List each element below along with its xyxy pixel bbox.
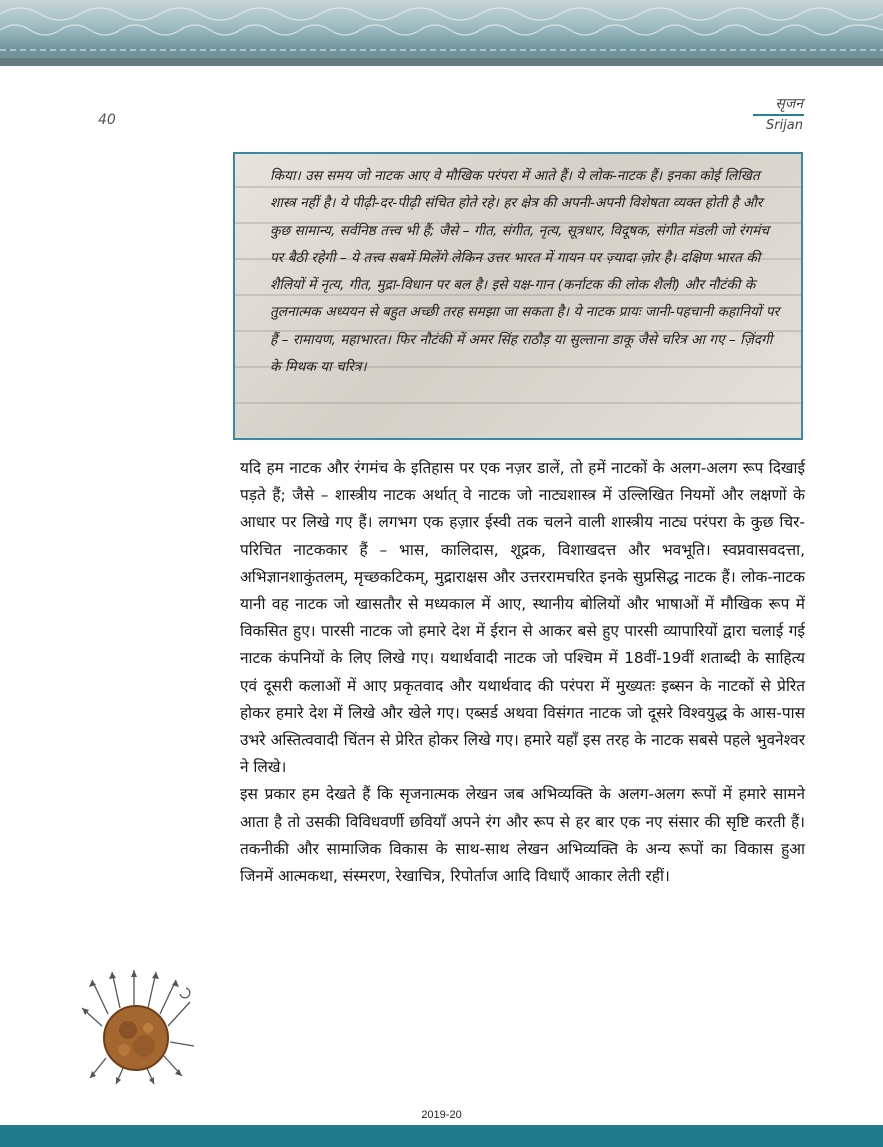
book-title-english: Srijan bbox=[765, 118, 803, 133]
decorative-header-banner bbox=[0, 0, 883, 66]
edition-year: 2019-20 bbox=[421, 1109, 462, 1121]
carved-stone-pattern bbox=[0, 0, 883, 66]
title-divider bbox=[753, 114, 804, 116]
main-text bbox=[240, 455, 805, 890]
footer-bar bbox=[0, 1125, 883, 1147]
book-title-hindi: सृजन bbox=[775, 96, 803, 112]
page-number: 40 bbox=[98, 112, 116, 128]
paragraph-2: इस प्रकार हम देखते हैं कि सृजनात्मक लेखन जब अभिव्यक्ति के अलग-अलग रूपों में हमारे सामने आता है तो उसकी विविधवर्णी छवियाँ अपने रंग और रूप से हर बार एक नए संसार की सृष्टि करती हैं। तकनीकी और सामाजिक विकास के साथ-साथ लेखन अभिव्यक्ति के अन्य रूपों का विकास हुआ जिनमें आत्मकथा, संस्मरण, रेखाचित्र, रिपोर्ताज आदि विधाएँ आकार लेती रहीं। bbox=[240, 785, 805, 886]
quoted-passage-text: किया। उस समय जो नाटक आए वे मौखिक परंपरा में आते हैं। ये लोक-नाटक हैं। इनका कोई लिखित शास्त्र नहीं है। ये पीढ़ी-दर-पीढ़ी संचित होते रहे। हर क्षेत्र की अपनी-अपनी विशेषता व्यक्त होती है और कुछ सामान्य, सर्वनिष्ठ तत्त्व भी हैं; जैसे – गीत, संगीत, नृत्य, सूत्रधार, विदूषक, संगीत मंडली जो रंगमंच पर बैठी रहेगी – ये तत्त्व सबमें मिलेंगे लेकिन उत्तर भारत में गायन पर ज़्यादा ज़ोर है। दक्षिण भारत की शैलियों में नृत्य, गीत, मुद्रा-विधान पर बल है। इसे यक्ष-गान (कर्नाटक की लोक शैली) और नौटंकी के तुलनात्मक अध्ययन से बहुत अच्छी तरह समझा जा सकता है। ये नाटक प्रायः जानी-पहचानी कहानियों पर हैं – रामायण, महाभारत। फिर नौटंकी में अमर सिंह राठौड़ या सुल्ताना डाकू जैसे चरित्र आ गए – ज़िंदगी के मिथक या चरित्र। bbox=[270, 168, 780, 376]
sun-emblem-icon bbox=[78, 968, 196, 1086]
quoted-passage-box bbox=[233, 152, 803, 440]
paragraph-1: यदि हम नाटक और रंगमंच के इतिहास पर एक नज़र डालें, तो हमें नाटकों के अलग-अलग रूप दिखाई पड़ते हैं; जैसे – शास्त्रीय नाटक अर्थात् वे नाटक जो नाट्यशास्त्र में उल्लिखित नियमों और लक्षणों के आधार पर लिखे गए हैं। लगभग एक हज़ार ईस्वी तक चलने वाली शास्त्रीय नाट्य परंपरा के कुछ चिर-परिचित नाटककार हैं – भास, कालिदास, शूद्रक, विशाखदत्त और भवभूति। स्वप्नवासवदत्ता, अभिज्ञानशाकुंतलम्, मृच्छकटिकम्, मुद्राराक्षस और उत्तररामचरित इनके सुप्रसिद्ध नाटक हैं। लोक-नाटक यानी वह नाटक जो खासतौर से मध्यकाल में आए, स्थानीय बोलियों और भाषाओं में मौखिक रूप में विकसित हुए। पारसी नाटक जो हमारे देश में ईरान से आकर बसे हुए पारसी व्यापारियों द्वारा चलाई गई नाटक कंपनियों के लिए लिखे गए। यथार्थवादी नाटक जो पश्चिम में 18वीं-19वीं शताब्दी के साहित्य एवं दूसरी कलाओं में आए प्रकृतवाद और यथार्थवाद की परंपरा में मुख्यतः इब्सन के नाटकों से प्रेरित होकर हमारे देश में लिखे और खेले गए। एब्सर्ड अथवा विसंगत नाटक जो दूसरे विश्वयुद्ध के आस-पास उभरे अस्तित्ववादी चिंतन से प्रेरित होकर लिखे गए। हमारे यहाँ इस तरह के नाटक सबसे पहले भुवनेश्वर ने लिखे। bbox=[240, 459, 805, 777]
